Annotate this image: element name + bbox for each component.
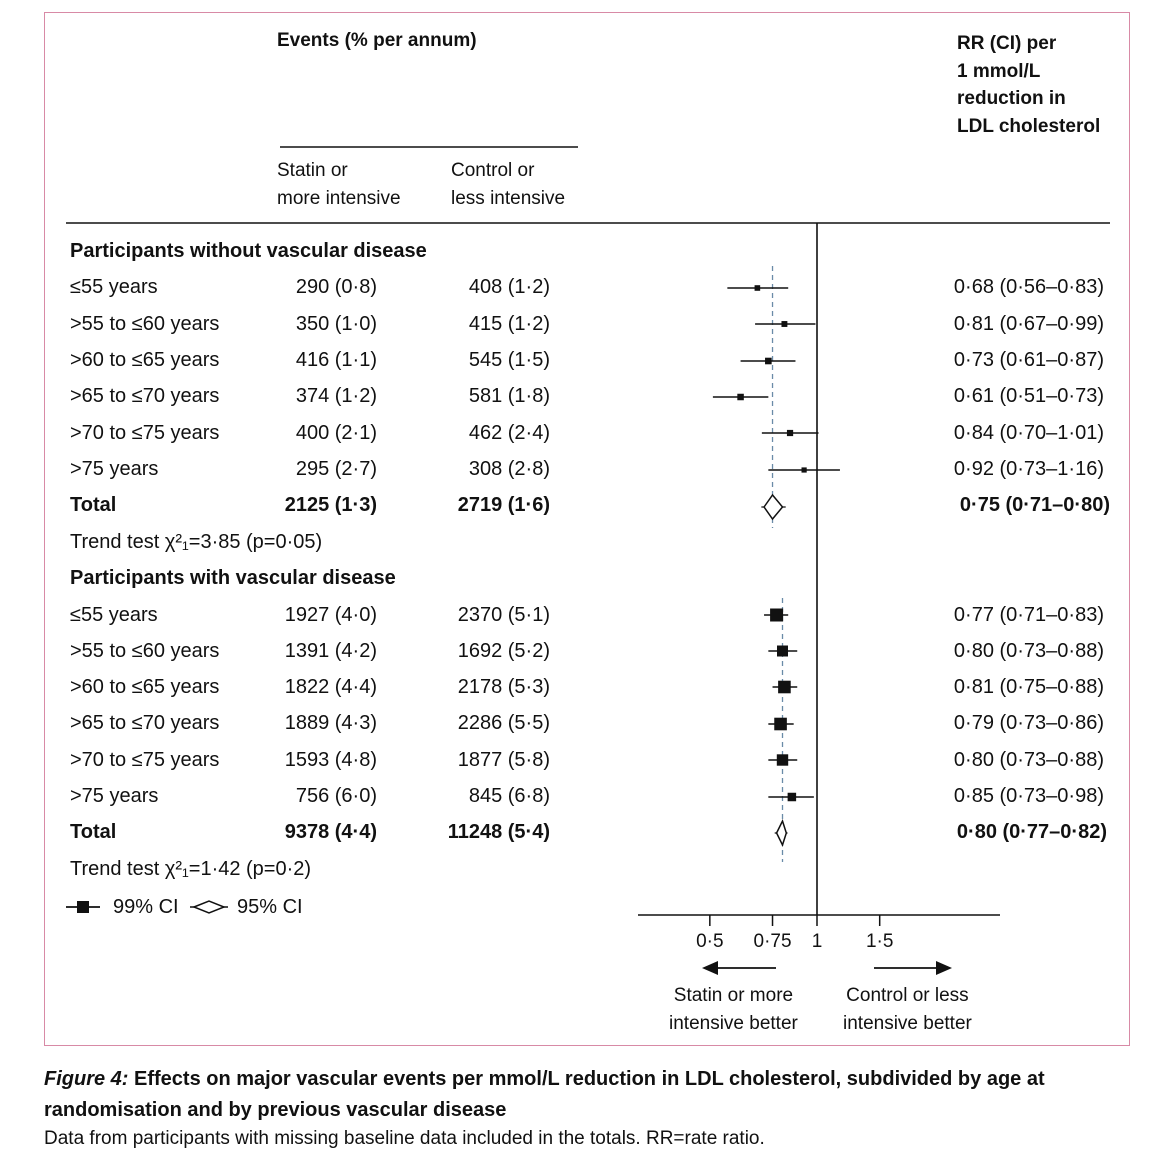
control-total: 11248 (5·4) bbox=[447, 821, 550, 843]
rr-total: 0·75 (0·71–0·80) bbox=[959, 494, 1110, 516]
direction-line: Control or less bbox=[846, 985, 969, 1006]
figure-caption-title bbox=[44, 1064, 1114, 1126]
rr-total: 0·80 (0·77–0·82) bbox=[956, 821, 1107, 843]
row-label: ≤55 years bbox=[70, 276, 158, 298]
estimate-square bbox=[781, 321, 787, 327]
statin-total: 9378 (4·4) bbox=[284, 821, 377, 843]
statin-events: 374 (1·2) bbox=[295, 385, 377, 407]
group-title: Participants with vascular disease bbox=[70, 567, 396, 589]
col-header-line: Statin or bbox=[277, 160, 348, 181]
control-events: 408 (1·2) bbox=[468, 276, 550, 298]
statin-events: 350 (1·0) bbox=[295, 313, 377, 335]
x-tick-label: 1·5 bbox=[865, 931, 894, 952]
x-tick-label: 0·75 bbox=[753, 931, 792, 952]
x-axis-ticks bbox=[696, 915, 893, 952]
statin-events: 1593 (4·8) bbox=[284, 749, 377, 771]
rr-value: 0·61 (0·51–0·73) bbox=[953, 385, 1104, 407]
direction-line: Statin or more bbox=[673, 985, 794, 1006]
figure-caption-note: Data from participants with missing baseline data included in the totals. RR=rate ratio. bbox=[44, 1128, 765, 1149]
row-label: ≤55 years bbox=[70, 604, 158, 626]
rr-value: 0·68 (0·56–0·83) bbox=[953, 276, 1104, 298]
col-header-line: more intensive bbox=[277, 188, 401, 209]
rr-value: 0·92 (0·73–1·16) bbox=[953, 458, 1104, 480]
figure-title: Effects on major vascular events per mmol/L reduction in LDL cholesterol, subdivided by age at randomisation and by previous vascular disease bbox=[44, 1068, 1045, 1121]
statin-events: 1391 (4·2) bbox=[284, 640, 377, 662]
rr-value: 0·77 (0·71–0·83) bbox=[953, 604, 1104, 626]
rr-value: 0·80 (0·73–0·88) bbox=[953, 640, 1104, 662]
row-label: >70 to ≤75 years bbox=[70, 749, 220, 771]
rr-value: 0·73 (0·61–0·87) bbox=[953, 349, 1104, 371]
trend-test: Trend test χ²₁=3·85 (p=0·05) bbox=[70, 531, 323, 553]
x-tick-label: 1 bbox=[811, 931, 823, 952]
rr-value: 0·81 (0·75–0·88) bbox=[953, 676, 1104, 698]
control-events: 845 (6·8) bbox=[468, 785, 550, 807]
rr-header-line: LDL cholesterol bbox=[957, 115, 1101, 137]
control-events: 2178 (5·3) bbox=[457, 676, 550, 698]
group-title: Participants without vascular disease bbox=[70, 240, 427, 262]
statin-events: 756 (6·0) bbox=[295, 785, 377, 807]
control-events: 1877 (5·8) bbox=[457, 749, 550, 771]
estimate-square bbox=[777, 646, 788, 657]
estimate-square bbox=[788, 793, 797, 802]
control-events: 1692 (5·2) bbox=[457, 640, 550, 662]
estimate-square bbox=[777, 754, 788, 765]
control-events: 415 (1·2) bbox=[468, 313, 550, 335]
legend-95ci-label: 95% CI bbox=[237, 896, 303, 918]
row-label: >65 to ≤70 years bbox=[70, 712, 220, 734]
legend-99ci-label: 99% CI bbox=[113, 896, 179, 918]
x-tick-label: 0·5 bbox=[696, 931, 724, 952]
total-label: Total bbox=[70, 821, 117, 843]
statin-events: 1889 (4·3) bbox=[284, 712, 377, 734]
estimate-square bbox=[770, 609, 783, 622]
row-label: >60 to ≤65 years bbox=[70, 676, 220, 698]
control-events: 462 (2·4) bbox=[468, 422, 550, 444]
estimate-square bbox=[774, 718, 787, 731]
rr-header-line: reduction in bbox=[957, 88, 1066, 109]
legend-95ci-diamond bbox=[194, 901, 224, 913]
direction-line: intensive better bbox=[669, 1013, 798, 1034]
row-label: >60 to ≤65 years bbox=[70, 349, 220, 371]
estimate-square bbox=[765, 358, 772, 365]
estimate-square bbox=[755, 285, 761, 291]
col-header-line: Control or bbox=[451, 160, 535, 181]
rr-value: 0·84 (0·70–1·01) bbox=[953, 422, 1104, 444]
row-label: >55 to ≤60 years bbox=[70, 313, 220, 335]
row-label: >65 to ≤70 years bbox=[70, 385, 220, 407]
rr-header-line: 1 mmol/L bbox=[957, 60, 1041, 82]
rr-value: 0·85 (0·73–0·98) bbox=[953, 785, 1104, 807]
estimate-square bbox=[737, 394, 744, 401]
rr-value: 0·79 (0·73–0·86) bbox=[953, 712, 1104, 734]
row-label: >75 years bbox=[70, 458, 159, 480]
statin-events: 290 (0·8) bbox=[295, 276, 377, 298]
col-header-line: less intensive bbox=[451, 188, 566, 209]
estimate-square bbox=[787, 430, 793, 436]
row-label: >75 years bbox=[70, 785, 159, 807]
total-diamond bbox=[764, 495, 782, 519]
control-total: 2719 (1·6) bbox=[457, 494, 550, 516]
statin-events: 416 (1·1) bbox=[295, 349, 377, 371]
control-events: 545 (1·5) bbox=[468, 349, 550, 371]
rr-header-line: RR (CI) per bbox=[957, 33, 1057, 54]
right-arrow-head bbox=[936, 961, 952, 975]
statin-total: 2125 (1·3) bbox=[284, 494, 377, 516]
rr-value: 0·81 (0·67–0·99) bbox=[953, 313, 1104, 335]
control-events: 308 (2·8) bbox=[468, 458, 550, 480]
figure-label: Figure 4: bbox=[44, 1068, 129, 1090]
statin-events: 1927 (4·0) bbox=[284, 604, 377, 626]
control-events: 2286 (5·5) bbox=[457, 712, 550, 734]
total-diamond bbox=[777, 821, 787, 845]
events-header: Events (% per annum) bbox=[277, 30, 477, 51]
row-label: >70 to ≤75 years bbox=[70, 422, 220, 444]
control-events: 2370 (5·1) bbox=[457, 604, 550, 626]
direction-line: intensive better bbox=[843, 1013, 972, 1034]
statin-events: 400 (2·1) bbox=[295, 422, 377, 444]
forest-marks bbox=[713, 285, 840, 845]
statin-events: 1822 (4·4) bbox=[284, 676, 377, 698]
total-label: Total bbox=[70, 494, 117, 516]
trend-test: Trend test χ²₁=1·42 (p=0·2) bbox=[70, 858, 312, 880]
statin-events: 295 (2·7) bbox=[295, 458, 377, 480]
estimate-square bbox=[778, 681, 791, 694]
estimate-square bbox=[802, 467, 807, 472]
legend-99ci-square bbox=[77, 901, 89, 913]
left-arrow-head bbox=[702, 961, 718, 975]
control-events: 581 (1·8) bbox=[468, 385, 550, 407]
rr-value: 0·80 (0·73–0·88) bbox=[953, 749, 1104, 771]
row-label: >55 to ≤60 years bbox=[70, 640, 220, 662]
